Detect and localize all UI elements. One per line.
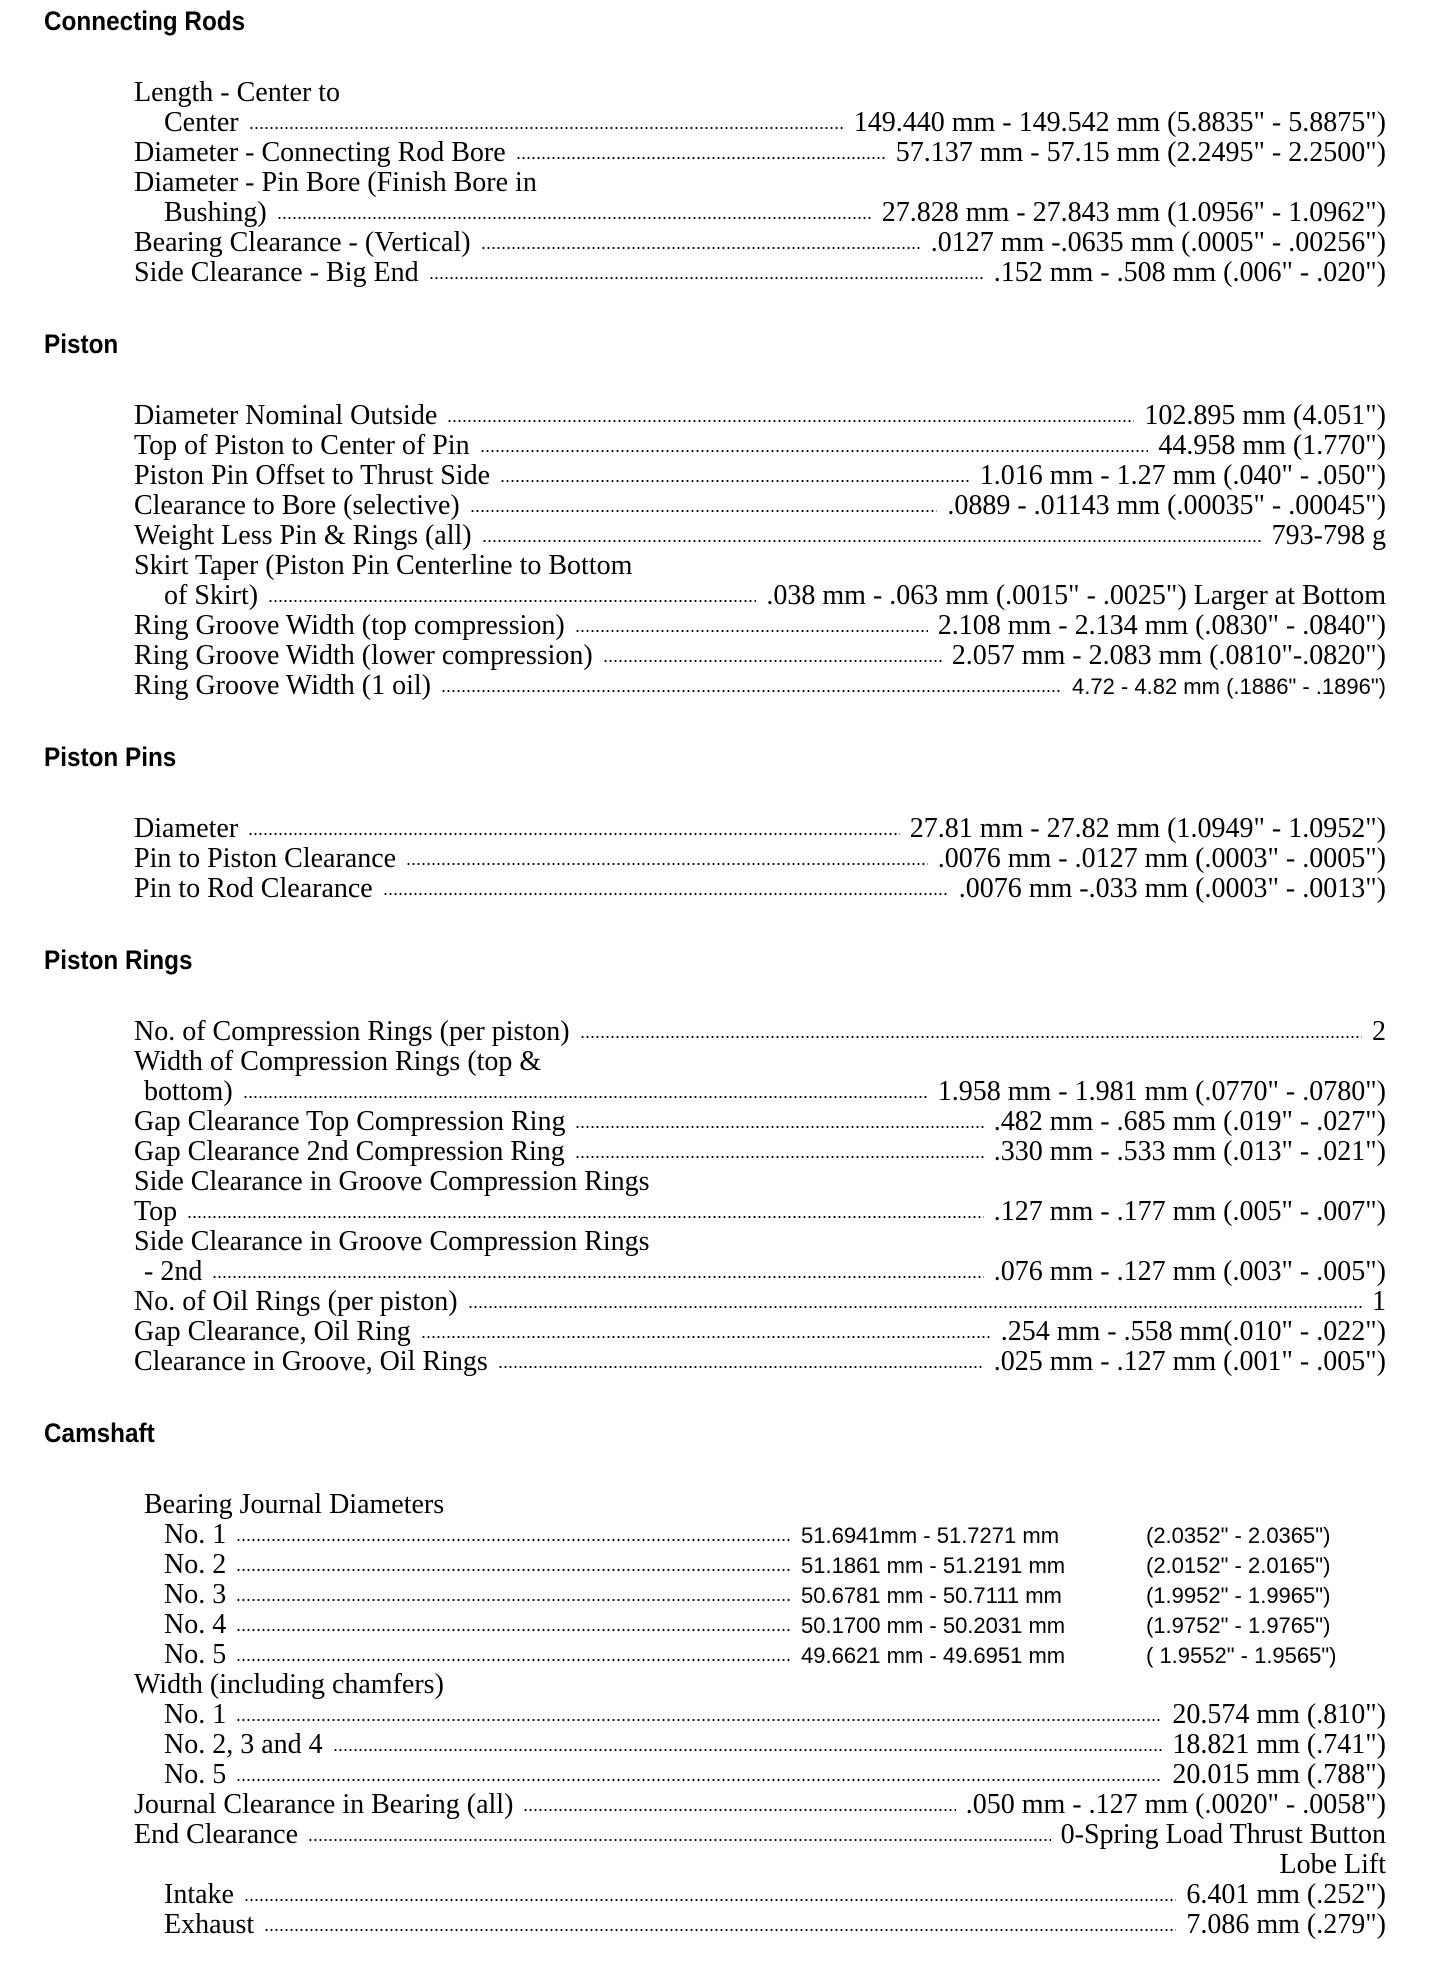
spec-value: .0127 mm -.0635 mm (.0005" - .00256") (930, 227, 1386, 258)
spec-label: Piston Pin Offset to Thrust Side (134, 460, 491, 491)
dot-leader (482, 539, 1262, 543)
spec-label: No. 3 (164, 1579, 227, 1610)
dot-leader (236, 1718, 1162, 1722)
dot-leader (244, 1898, 1176, 1902)
spec-value-mm: 51.6941mm - 51.7271 mm (801, 1523, 1060, 1548)
spec-value: 793-798 g (1271, 520, 1386, 551)
spec-row (134, 461, 1386, 491)
spec-section (0, 6, 1440, 288)
spec-row (134, 1730, 1386, 1760)
dot-leader (236, 1538, 791, 1542)
spec-label: Ring Groove Width (top compression) (134, 610, 565, 641)
spec-value: 2 (1372, 1016, 1386, 1047)
spec-row (134, 491, 1386, 521)
spec-value-mm: 50.1700 mm - 50.2031 mm (801, 1613, 1066, 1638)
spec-label: bottom) (144, 1076, 233, 1107)
dot-leader (264, 1928, 1176, 1932)
spec-row (134, 1790, 1386, 1820)
dot-leader (248, 832, 900, 836)
spec-row (134, 521, 1386, 551)
spec-row (134, 1640, 1386, 1670)
spec-section (0, 742, 1440, 904)
spec-row (134, 1760, 1386, 1790)
spec-value: 4.72 - 4.82 mm (.1886" - .1896") (1072, 674, 1386, 699)
spec-value: 0-Spring Load Thrust Button (1060, 1819, 1386, 1850)
spec-row (134, 1850, 1386, 1880)
section-heading: Piston (44, 329, 119, 359)
spec-row (134, 1227, 1386, 1257)
spec-value: 2.108 mm - 2.134 mm (.0830" - .0840") (937, 610, 1386, 641)
spec-label: No. 5 (164, 1639, 227, 1670)
spec-row (134, 1077, 1386, 1107)
spec-label: Journal Clearance in Bearing (all) (134, 1789, 514, 1820)
spec-value-mm: 50.6781 mm - 50.7111 mm (801, 1583, 1062, 1608)
spec-label: No. 1 (164, 1699, 227, 1730)
spec-row (134, 401, 1386, 431)
spec-label: No. 4 (164, 1609, 227, 1640)
dot-leader (187, 1215, 984, 1219)
spec-value-inch: ( 1.9552" - 1.9565") (1146, 1643, 1337, 1668)
spec-row (134, 1880, 1386, 1910)
dot-leader (429, 276, 984, 280)
spec-label: Ring Groove Width (1 oil) (134, 670, 431, 701)
spec-value: 6.401 mm (.252") (1186, 1879, 1386, 1910)
spec-label: Intake (164, 1879, 234, 1910)
spec-row (134, 1257, 1386, 1287)
spec-row (134, 1287, 1386, 1317)
dot-leader (421, 1335, 991, 1339)
spec-value-inch: (1.9952" - 1.9965") (1146, 1583, 1331, 1608)
spec-row (134, 671, 1386, 701)
spec-value: 57.137 mm - 57.15 mm (2.2495" - 2.2500") (895, 137, 1386, 168)
spec-value: .254 mm - .558 mm(.010" - .022") (1000, 1316, 1386, 1347)
spec-value: 7.086 mm (.279") (1186, 1909, 1386, 1940)
dot-leader (212, 1275, 983, 1279)
section-heading: Connecting Rods (44, 6, 246, 36)
spec-row (134, 581, 1386, 611)
spec-row (134, 1910, 1386, 1940)
spec-label: Gap Clearance Top Compression Ring (134, 1106, 566, 1137)
spec-value: 27.81 mm - 27.82 mm (1.0949" - 1.0952") (909, 813, 1386, 844)
spec-value: 20.574 mm (.810") (1172, 1699, 1386, 1730)
dot-leader (470, 509, 938, 513)
dot-leader (516, 156, 886, 160)
spec-row (134, 1137, 1386, 1167)
dot-leader (268, 599, 756, 603)
dot-leader (498, 1365, 984, 1369)
spec-label: No. 2 (164, 1549, 227, 1580)
spec-label: Length - Center to (134, 77, 341, 108)
spec-label: Gap Clearance, Oil Ring (134, 1316, 411, 1347)
spec-value: .076 mm - .127 mm (.003" - .005") (993, 1256, 1386, 1287)
spec-row (134, 1017, 1386, 1047)
spec-value: Lobe Lift (1279, 1849, 1386, 1880)
spec-label: Top (134, 1196, 178, 1227)
spec-row (134, 1167, 1386, 1197)
spec-row (134, 1107, 1386, 1137)
dot-leader (249, 126, 844, 130)
spec-row (134, 1550, 1386, 1580)
spec-value: 1.016 mm - 1.27 mm (.040" - .050") (979, 460, 1386, 491)
dot-leader (500, 479, 970, 483)
spec-value: .330 mm - .533 mm (.013" - .021") (993, 1136, 1386, 1167)
spec-value: 149.440 mm - 149.542 mm (5.8835" - 5.8875") (853, 107, 1386, 138)
spec-row (134, 168, 1386, 198)
dot-leader (447, 419, 1134, 423)
spec-value: .482 mm - .685 mm (.019" - .027") (993, 1106, 1386, 1137)
spec-value: 44.958 mm (1.770") (1158, 430, 1386, 461)
spec-value: .152 mm - .508 mm (.006" - .020") (993, 257, 1386, 288)
dot-leader (236, 1778, 1162, 1782)
dot-leader (480, 449, 1149, 453)
spec-label: Bearing Clearance - (Vertical) (134, 227, 471, 258)
spec-value: 102.895 mm (4.051") (1144, 400, 1386, 431)
dot-leader (383, 892, 949, 896)
dot-leader (308, 1838, 1051, 1842)
spec-value-inch: (2.0152" - 2.0165") (1146, 1553, 1331, 1578)
section-heading: Piston Pins (44, 742, 177, 772)
spec-row (134, 1580, 1386, 1610)
spec-label: Weight Less Pin & Rings (all) (134, 520, 472, 551)
spec-label: Side Clearance in Groove Compression Rings (134, 1166, 650, 1197)
dot-leader (243, 1095, 928, 1099)
spec-label: - 2nd (144, 1256, 203, 1287)
spec-document (0, 6, 1440, 1981)
spec-label: Side Clearance - Big End (134, 257, 419, 288)
spec-label: Side Clearance in Groove Compression Rings (134, 1226, 650, 1257)
spec-row (134, 1670, 1386, 1700)
spec-label: No. 2, 3 and 4 (164, 1729, 323, 1760)
dot-leader (406, 862, 928, 866)
spec-label: Gap Clearance 2nd Compression Ring (134, 1136, 565, 1167)
spec-label: Bushing) (164, 197, 267, 228)
dot-leader (441, 689, 1062, 693)
spec-value: 27.828 mm - 27.843 mm (1.0956" - 1.0962") (881, 197, 1386, 228)
spec-section (0, 329, 1440, 701)
spec-row (134, 228, 1386, 258)
spec-row (134, 611, 1386, 641)
spec-label: Exhaust (164, 1909, 255, 1940)
spec-row (134, 1700, 1386, 1730)
spec-row (134, 844, 1386, 874)
spec-label: No. 1 (164, 1519, 227, 1550)
spec-label: No. 5 (164, 1759, 227, 1790)
spec-value: .038 mm - .063 mm (.0015" - .0025") Larger at Bottom (766, 580, 1386, 611)
spec-label: No. of Compression Rings (per piston) (134, 1016, 570, 1047)
spec-row (134, 551, 1386, 581)
spec-row (134, 1490, 1386, 1520)
spec-row (134, 1520, 1386, 1550)
spec-label: Pin to Rod Clearance (134, 873, 373, 904)
spec-label: of Skirt) (164, 580, 259, 611)
spec-value: 20.015 mm (.788") (1172, 1759, 1386, 1790)
section-heading: Piston Rings (44, 945, 193, 975)
spec-label: Ring Groove Width (lower compression) (134, 640, 593, 671)
spec-row (134, 431, 1386, 461)
spec-row (134, 1317, 1386, 1347)
spec-label: Width (including chamfers) (134, 1669, 444, 1700)
spec-row (134, 1347, 1386, 1377)
dot-leader (575, 629, 928, 633)
dot-leader (603, 659, 942, 663)
spec-row (134, 198, 1386, 228)
spec-row (134, 641, 1386, 671)
spec-label: Clearance in Groove, Oil Rings (134, 1346, 488, 1377)
spec-row (134, 108, 1386, 138)
spec-label: Diameter Nominal Outside (134, 400, 438, 431)
spec-row (134, 258, 1386, 288)
spec-row (134, 1610, 1386, 1640)
spec-label: Top of Piston to Center of Pin (134, 430, 470, 461)
spec-value-inch: (1.9752" - 1.9765") (1146, 1613, 1331, 1638)
dot-leader (236, 1658, 791, 1662)
spec-value: .0889 - .01143 mm (.00035" - .00045") (947, 490, 1386, 521)
spec-row (134, 1820, 1386, 1850)
spec-row (134, 1047, 1386, 1077)
spec-label: Width of Compression Rings (top & (134, 1046, 542, 1077)
spec-row (134, 78, 1386, 108)
spec-value: .0076 mm - .0127 mm (.0003" - .0005") (937, 843, 1386, 874)
spec-value-mm: 51.1861 mm - 51.2191 mm (801, 1553, 1066, 1578)
dot-leader (236, 1628, 791, 1632)
spec-row (134, 814, 1386, 844)
dot-leader (236, 1568, 791, 1572)
spec-row (134, 1197, 1386, 1227)
dot-leader (575, 1155, 984, 1159)
dot-leader (481, 246, 921, 250)
dot-leader (580, 1035, 1362, 1039)
spec-value: .025 mm - .127 mm (.001" - .005") (993, 1346, 1386, 1377)
dot-leader (523, 1808, 955, 1812)
spec-label: Bearing Journal Diameters (144, 1489, 445, 1520)
spec-row (134, 138, 1386, 168)
spec-section (0, 945, 1440, 1377)
spec-label: No. of Oil Rings (per piston) (134, 1286, 458, 1317)
dot-leader (236, 1598, 791, 1602)
spec-label: Skirt Taper (Piston Pin Centerline to Bottom (134, 550, 633, 581)
spec-label: Center (164, 107, 239, 138)
dot-leader (333, 1748, 1163, 1752)
spec-row (134, 874, 1386, 904)
spec-value-inch: (2.0352" - 2.0365") (1146, 1523, 1331, 1548)
spec-value-mm: 49.6621 mm - 49.6951 mm (801, 1643, 1066, 1668)
section-heading: Camshaft (44, 1418, 155, 1448)
spec-value: 1.958 mm - 1.981 mm (.0770" - .0780") (937, 1076, 1386, 1107)
dot-leader (468, 1305, 1362, 1309)
spec-label: Diameter - Connecting Rod Bore (134, 137, 506, 168)
spec-section (0, 1418, 1440, 1940)
spec-label: End Clearance (134, 1819, 299, 1850)
spec-value: .127 mm - .177 mm (.005" - .007") (993, 1196, 1386, 1227)
spec-value: .050 mm - .127 mm (.0020" - .0058") (965, 1789, 1386, 1820)
spec-label: Pin to Piston Clearance (134, 843, 397, 874)
spec-value: 18.821 mm (.741") (1172, 1729, 1386, 1760)
spec-value: 2.057 mm - 2.083 mm (.0810"-.0820") (951, 640, 1386, 671)
spec-label: Clearance to Bore (selective) (134, 490, 460, 521)
spec-value: 1 (1372, 1286, 1386, 1317)
spec-label: Diameter - Pin Bore (Finish Bore in (134, 167, 537, 198)
dot-leader (575, 1125, 983, 1129)
spec-value: .0076 mm -.033 mm (.0003" - .0013") (958, 873, 1386, 904)
spec-label: Diameter (134, 813, 239, 844)
dot-leader (277, 216, 872, 220)
